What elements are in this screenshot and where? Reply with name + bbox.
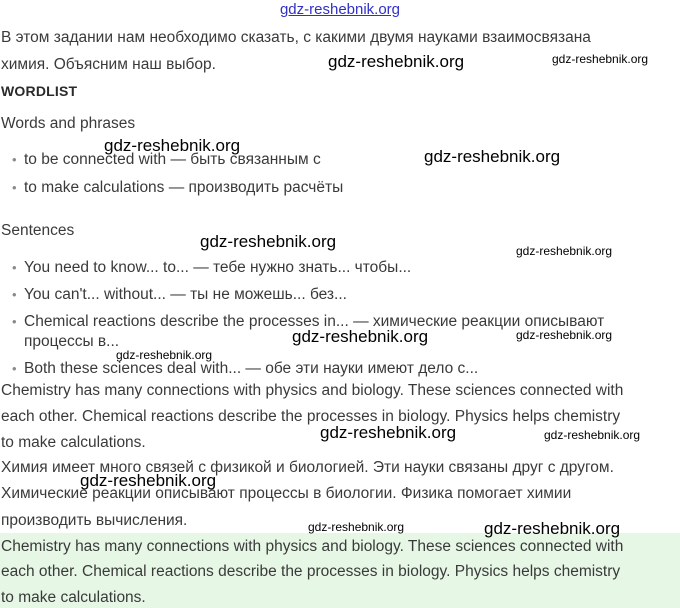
sentence-item: You need to know... to... — тебе нужно знать... чтобы... xyxy=(24,259,412,276)
watermark: gdz-reshebnik.org xyxy=(484,519,621,538)
watermark: gdz-reshebnik.org xyxy=(552,52,649,66)
sentences-heading: Sentences xyxy=(1,222,75,239)
wordlist-heading: WORDLIST xyxy=(1,83,78,99)
sentence-item: Chemical reactions describe the processes in... — химические реакции описывают xyxy=(24,313,605,330)
intro-line: химия. Объясним наш выбор. xyxy=(1,56,216,73)
bullet-icon: • xyxy=(12,314,17,329)
sentence-item: You can't... without... — ты не можешь... без... xyxy=(24,286,347,303)
bullet-icon: • xyxy=(12,152,17,167)
answer-highlight-line: Chemistry has many connections with physics and biology. These sciences connected with xyxy=(1,538,624,555)
watermark: gdz-reshebnik.org xyxy=(320,423,457,442)
header-watermark-link[interactable]: gdz-reshebnik.org xyxy=(279,1,401,18)
answer-en-line: to make calculations. xyxy=(1,434,146,451)
answer-highlight-line: each other. Chemical reactions describe the processes in biology. Physics helps chemistry xyxy=(1,563,621,580)
bullet-icon: • xyxy=(12,361,17,376)
answer-en-line: Chemistry has many connections with physics and biology. These sciences connected with xyxy=(1,382,624,399)
watermark: gdz-reshebnik.org xyxy=(544,428,641,442)
answer-ru-line: Химические реакции описывают процессы в биологии. Физика помогает химии xyxy=(1,485,572,502)
intro-line: В этом задании нам необходимо сказать, с какими двумя науками взаимосвязана xyxy=(1,29,591,46)
sentence-item-continuation: процессы в... xyxy=(24,333,120,350)
watermark: gdz-reshebnik.org xyxy=(328,52,465,71)
watermark: gdz-reshebnik.org xyxy=(104,136,241,155)
watermark: gdz-reshebnik.org xyxy=(308,520,405,534)
answer-en-line: each other. Chemical reactions describe the processes in biology. Physics helps chemistry xyxy=(1,408,621,425)
bullet-icon: • xyxy=(12,260,17,275)
answer-ru-line: производить вычисления. xyxy=(1,512,188,529)
answer-highlight-line: to make calculations. xyxy=(1,589,146,606)
watermark: gdz-reshebnik.org xyxy=(116,348,213,362)
watermark: gdz-reshebnik.org xyxy=(424,147,561,166)
word-item: to make calculations — производить расчёты xyxy=(24,179,344,196)
word-item: to be connected with — быть связанным с xyxy=(24,151,321,168)
bullet-icon: • xyxy=(12,180,17,195)
watermark: gdz-reshebnik.org xyxy=(516,244,613,258)
words-heading: Words and phrases xyxy=(1,115,136,132)
watermark: gdz-reshebnik.org xyxy=(200,232,337,251)
bullet-icon: • xyxy=(12,287,17,302)
sentence-item: Both these sciences deal with... — обе эти науки имеют дело с... xyxy=(24,360,479,377)
watermark: gdz-reshebnik.org xyxy=(80,471,217,490)
answer-ru-line: Химия имеет много связей с физикой и биологией. Эти науки связаны друг с другом. xyxy=(1,459,614,476)
watermark: gdz-reshebnik.org xyxy=(516,328,613,342)
watermark: gdz-reshebnik.org xyxy=(292,327,429,346)
